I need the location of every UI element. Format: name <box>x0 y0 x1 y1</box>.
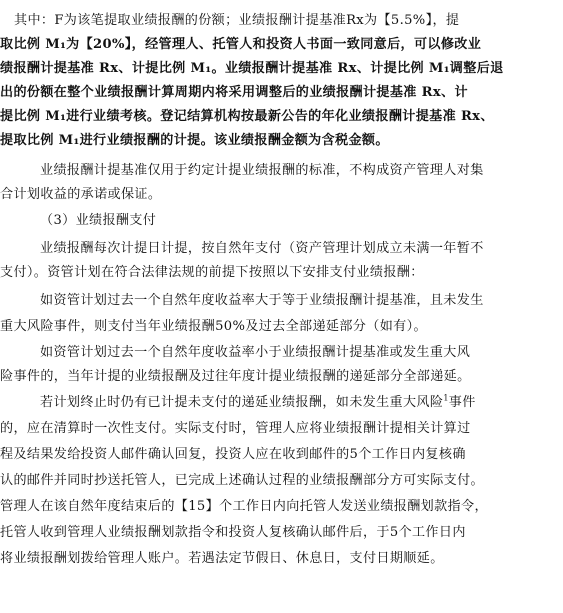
text-line-17: 的，应在清算时一次性支付。实际支付时，管理人应将业绩报酬计提相关计算过 <box>0 421 471 436</box>
text-line-1: 其中：F为该笔提取业绩报酬的份额；业绩报酬计提基准Rx为【5.5%】，提 <box>14 13 460 28</box>
text-line-20: 管理人在该自然年度结束后的【15】个工作日内向托管人发送业绩报酬划款指令， <box>0 499 488 514</box>
text-line-16-main: 若计划终止时仍有已计提未支付的递延业绩报酬，如未发生重大风险 <box>40 395 444 410</box>
text-line-21: 托管人收到管理人业绩报酬划款指令和投资人复核确认邮件后，于5个工作日内 <box>0 525 466 540</box>
text-line-19: 认的邮件并同时抄送托管人，已完成上述确认过程的业绩报酬部分方可实际支付。 <box>0 473 484 488</box>
text-line-3: 绩报酬计提基准 Rx、计提比例 M₁。业绩报酬计提基准 Rx、计提比例 M₁调整后退 <box>0 61 504 76</box>
text-line-10: 业绩报酬每次计提日计提，按自然年支付（资产管理计划成立未满一年暂不 <box>40 241 484 256</box>
text-line-18: 程及结果发给投资人邮件确认回复，投资人应在收到邮件的5个工作日内复核确 <box>0 447 466 462</box>
text-line-11: 支付）。资管计划在符合法律法规的前提下按照以下安排支付业绩报酬： <box>0 265 424 280</box>
text-line-13: 重大风险事件，则支付当年业绩报酬50%及过去全部递延部分（如有）。 <box>0 319 427 334</box>
text-line-16 <box>0 392 563 414</box>
text-line-15: 险事件的，当年计提的业绩报酬及过往年度计提业绩报酬的递延部分全部递延。 <box>0 369 471 384</box>
text-line-7: 业绩报酬计提基准仅用于约定计提业绩报酬的标准，不构成资产管理人对集 <box>40 163 484 178</box>
section-heading-3: （3）业绩报酬支付 <box>40 213 157 228</box>
footnote-mark: 1 <box>443 393 449 403</box>
text-line-4: 出的份额在整个业绩报酬计算周期内将采用调整后的业绩报酬计提基准 Rx、计 <box>0 85 468 100</box>
text-line-22: 将业绩报酬划拨给管理人账户。若遇法定节假日、休息日，支付日期顺延。 <box>0 551 444 566</box>
text-line-14: 如资管计划过去一个自然年度收益率小于业绩报酬计提基准或发生重大风 <box>40 345 471 360</box>
text-line-12: 如资管计划过去一个自然年度收益率大于等于业绩报酬计提基准，且未发生 <box>40 293 484 308</box>
text-line-6: 提取比例 M₁进行业绩报酬的计提。该业绩报酬金额为含税金额。 <box>0 133 389 148</box>
text-line-16-tail: 事件 <box>448 395 476 410</box>
text-line-2: 取比例 M₁为【20%】，经管理人、托管人和投资人书面一致同意后，可以修改业 <box>0 37 482 52</box>
text-line-5: 提比例 M₁进行业绩考核。登记结算机构按最新公告的年化业绩报酬计提基准 Rx、 <box>0 109 494 124</box>
text-line-8: 合计划收益的承诺或保证。 <box>0 187 162 202</box>
